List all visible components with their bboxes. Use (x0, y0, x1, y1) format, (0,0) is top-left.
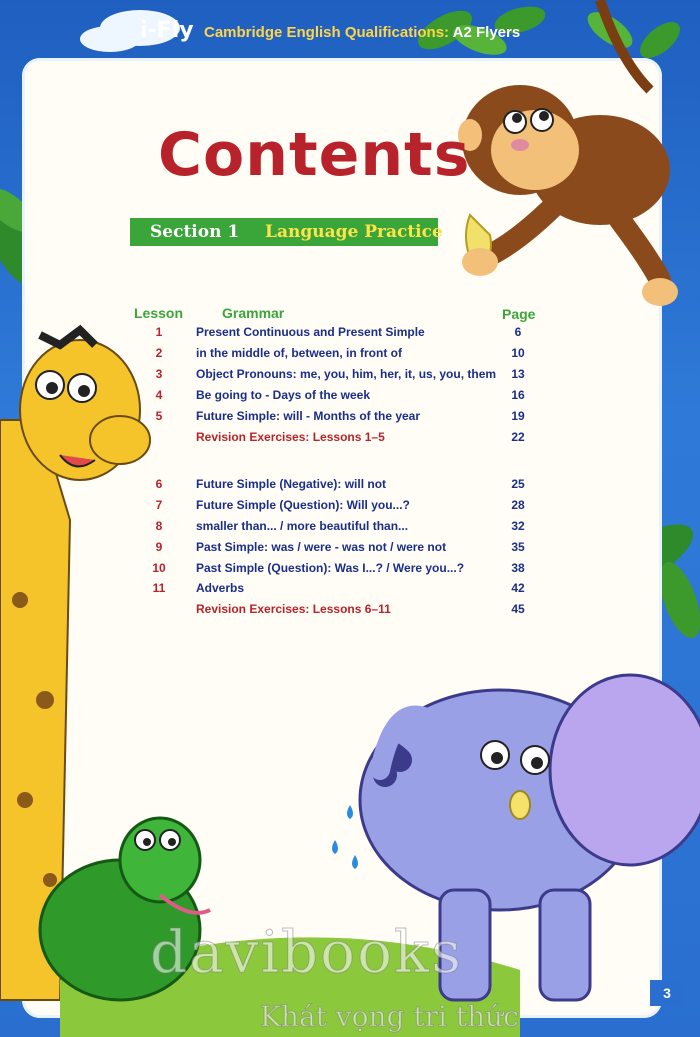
table-row (130, 346, 540, 366)
watermark: davibooks (150, 918, 463, 986)
lesson-topic: Present Continuous and Present Simple (196, 325, 425, 339)
lesson-page: 6 (514, 325, 522, 339)
lesson-number: 10 (152, 561, 166, 575)
table-row (130, 388, 540, 408)
lesson-page: 28 (511, 498, 525, 512)
table-row (130, 561, 540, 581)
table-row (130, 498, 540, 518)
column-header-lesson: Lesson (134, 305, 184, 321)
table-row (130, 367, 540, 387)
lesson-page: 16 (511, 388, 525, 402)
lesson-number: 1 (155, 325, 163, 339)
lesson-number: 2 (155, 346, 163, 360)
page-title: Contents (158, 120, 471, 190)
watermark-tagline: Khát vọng tri thức (260, 1000, 519, 1033)
lesson-page: 10 (511, 346, 525, 360)
lesson-topic: in the middle of, between, in front of (196, 346, 402, 360)
lesson-page: 42 (511, 581, 525, 595)
lesson-page: 19 (511, 409, 525, 423)
lesson-topic: Be going to - Days of the week (196, 388, 371, 402)
table-row (130, 477, 540, 497)
lesson-number: 7 (155, 498, 163, 512)
lesson-topic: smaller than... / more beautiful than... (196, 519, 409, 533)
column-header-page: Page (502, 306, 536, 322)
lesson-number: 3 (155, 367, 163, 381)
table-row (130, 325, 540, 345)
lesson-page: 13 (511, 367, 525, 381)
lesson-page: 35 (511, 540, 525, 554)
table-row-revision (130, 430, 540, 450)
lesson-page: 38 (511, 561, 525, 575)
series-level: A2 Flyers (452, 24, 521, 41)
brand-logo: i-Fly (140, 18, 194, 43)
column-header-grammar: Grammar (222, 305, 285, 321)
table-row-revision (130, 602, 540, 622)
lesson-topic: Past Simple: was / were - was not / were not (196, 540, 447, 554)
lesson-page: 32 (511, 519, 525, 533)
lesson-topic: Future Simple: will - Months of the year (196, 409, 421, 423)
table-row (130, 409, 540, 429)
table-row (130, 519, 540, 539)
section-number: Section 1 (150, 222, 240, 242)
series-name: Cambridge English Qualifications: (204, 24, 450, 41)
lesson-topic: Adverbs (196, 581, 245, 595)
lesson-page: 45 (511, 602, 525, 616)
lesson-number: 8 (155, 519, 163, 533)
lesson-topic: Future Simple (Question): Will you...? (196, 498, 410, 512)
lesson-number: 9 (155, 540, 163, 554)
page-number: 3 (650, 980, 684, 1006)
table-row (130, 540, 540, 560)
lesson-number: 11 (152, 581, 166, 595)
lesson-topic: Future Simple (Negative): will not (196, 477, 387, 491)
table-row (130, 581, 540, 601)
lesson-page: 25 (511, 477, 525, 491)
lesson-topic: Past Simple (Question): Was I...? / Were you...? (196, 561, 465, 575)
lesson-number: 5 (155, 409, 163, 423)
lesson-number: 6 (155, 477, 163, 491)
revision-topic: Revision Exercises: Lessons 1–5 (196, 430, 385, 444)
lesson-page: 22 (511, 430, 525, 444)
revision-topic: Revision Exercises: Lessons 6–11 (196, 602, 391, 616)
section-name: Language Practice (265, 222, 443, 242)
monkey-icon (458, 0, 678, 306)
lesson-number: 4 (155, 388, 163, 402)
lesson-topic: Object Pronouns: me, you, him, her, it, us, you, them (196, 367, 497, 381)
